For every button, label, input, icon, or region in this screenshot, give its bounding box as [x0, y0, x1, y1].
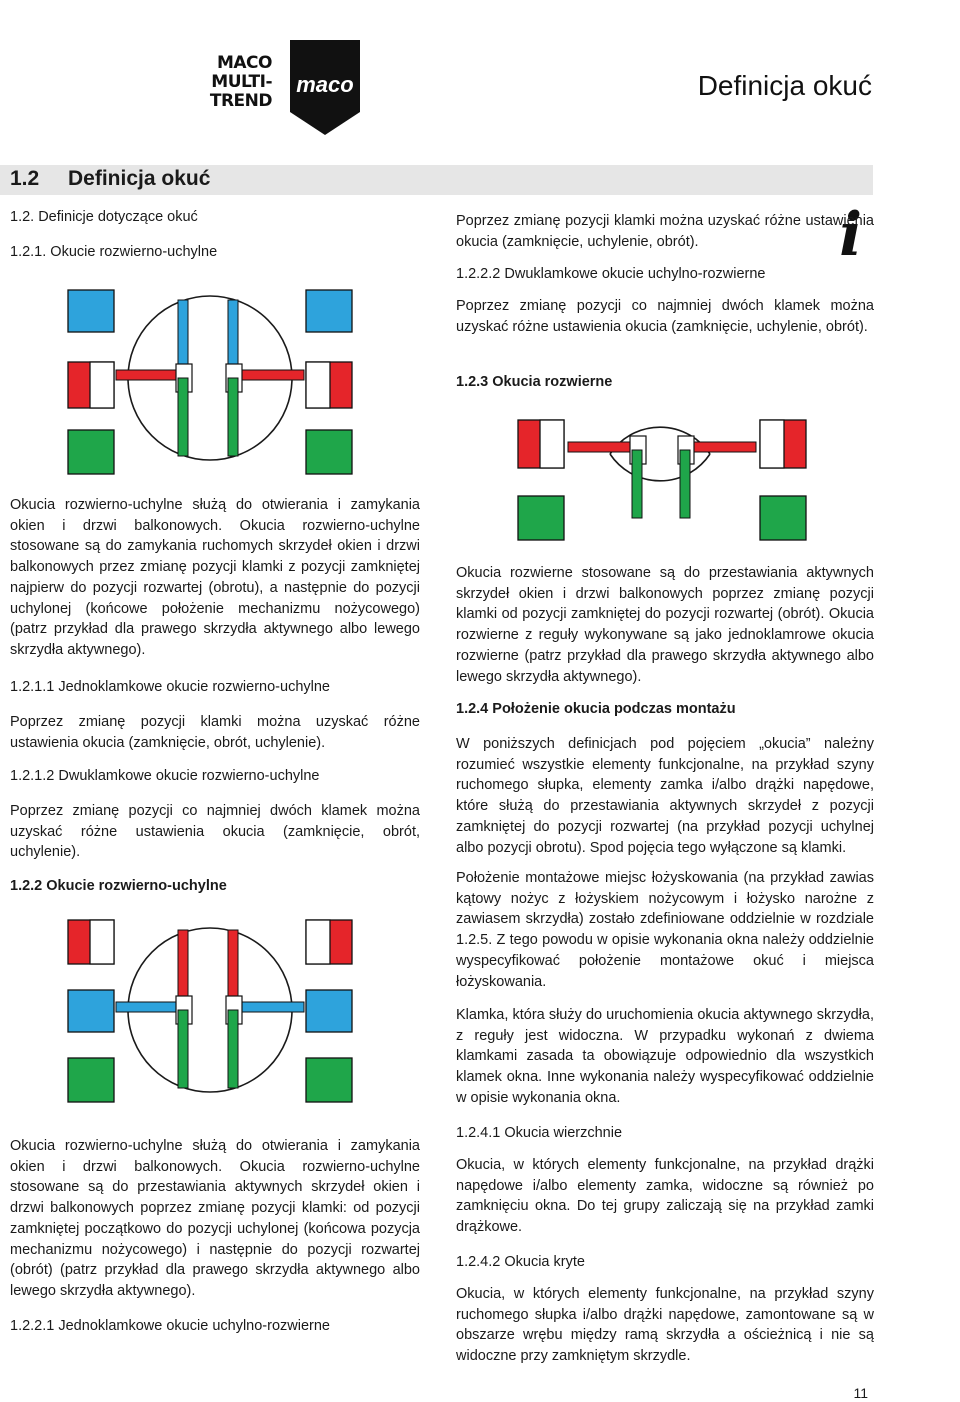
- heading-1-2-1: 1.2.1. Okucie rozwierno-uchylne: [10, 244, 218, 260]
- info-icon: i: [839, 200, 862, 270]
- page-header-title: Definicja okuć: [697, 70, 872, 101]
- paragraph-1-2-2-1: Poprzez zmianę pozycji klamki można uzyskać różne ustawienia okucia (zamknięcie, uchylenie, obrót).: [456, 213, 874, 250]
- heading-1-2: 1.2. Definicje dotyczące okuć: [10, 209, 198, 225]
- diagram-turn-only: [510, 412, 820, 557]
- heading-1-2-4-1: 1.2.4.1 Okucia wierzchnie: [456, 1125, 623, 1141]
- paragraph-1-2-3: Okucia rozwierne stosowane są do przestawiania aktywnych skrzydeł okien i drzwi balkonowych poprzez zmianę pozycji klamki od pozycji zamkniętej do pozycji rozwartej (obrót). Okucia rozwierne z reguły wykonywane są jako jednoklamrowe okucia rozwierne (patrz przykład dla prawego skrzydła aktywnego albo lewego skrzydła aktywnego).: [456, 565, 874, 685]
- paragraph-1-2-4-c: Klamka, która służy do uruchomienia okucia aktywnego skrzydła, z reguły jest widoczna. W przypadku wykonań z dwiema klamkami zasada ta obowiązuje odpowiednio dla wszystkich klamek okna. Inne wykonania należy wyspecyfikować oddzielnie w opisie wykonania okna.: [456, 1007, 874, 1106]
- page-number: 11: [853, 1385, 868, 1401]
- heading-1-2-2-1: 1.2.2.1 Jednoklamkowe okucie uchylno-rozwierne: [10, 1318, 330, 1334]
- heading-1-2-2: 1.2.2 Okucie rozwierno-uchylne: [10, 878, 227, 894]
- heading-1-2-2-2: 1.2.2.2 Dwuklamkowe okucie uchylno-rozwierne: [456, 266, 766, 282]
- heading-1-2-1-1: 1.2.1.1 Jednoklamkowe okucie rozwierno-uchylne: [10, 679, 330, 695]
- maco-logo-icon: [290, 40, 360, 135]
- diagram-tilt-turn-1: [60, 286, 365, 476]
- heading-1-2-3: 1.2.3 Okucia rozwierne: [456, 374, 613, 390]
- paragraph-1-2-4-a: W poniższych definicjach pod pojęciem „okucia” należny rozumieć wszystkie elementy funkcjonalne, na przykład szyny ruchomego słupka, elementy zamka i/albo drążki napędowe, które służą do przestawiania aktywnych skrzydeł z pozycji zamkniętej do pozycji rozwartej (na przykład pozycji uchylnej albo pozycji obrotu). Spod pojęcia tego wyłączone są klamki.: [456, 736, 874, 856]
- section-number: 1.2: [10, 167, 40, 190]
- paragraph-1-2-1-1: Poprzez zmianę pozycji klamki można uzyskać różne ustawienia okucia (zamknięcie, obrót, uchylenie).: [10, 714, 420, 751]
- paragraph-1-2-4-2: Okucia, w których elementy funkcjonalne, na przykład szyny ruchomego słupka i/albo drążki napędowe, zamontowane są w obszarze wrębu między ramą skrzydła a ościeżnicą i nie są widoczne przy zamkniętym skrzydle.: [456, 1286, 874, 1365]
- paragraph-1-2-4-1: Okucia, w których elementy funkcjonalne, na przykład drążki napędowe i/albo elementy zamka, widoczne są również po zamknięciu okna. Do tej grupy zaliczają się na przykład zamki drążkowe.: [456, 1157, 874, 1236]
- heading-1-2-1-2: 1.2.1.2 Dwuklamkowe okucie rozwierno-uchylne: [10, 768, 320, 784]
- section-bar: [0, 165, 873, 195]
- logo-mark-text: maco: [296, 72, 354, 97]
- paragraph-1-2-4-b: Położenie montażowe miejsc łożyskowania (na przykład zawias kątowy nożyc z łożyskiem nożycowym i łożysko narożne z zawiasem skrzydła) zostało zdefiniowane oddzielnie w rozdziale 1.2.5. Z tego powodu w opisie wykonania okna należy oddzielnie wyspecyfikować położenie montażowe okuć i miejsca łożyskowania.: [456, 870, 874, 990]
- logo-line-1: MACO: [216, 53, 272, 73]
- heading-1-2-4: 1.2.4 Położenie okucia podczas montażu: [456, 701, 736, 717]
- paragraph-turn-tilt-intro: Okucia rozwierno-uchylne służą do otwierania i zamykania okien i drzwi balkonowych. Okucia rozwierno-uchylne stosowane są do przestawiania aktywnych skrzydeł okien i drzwi balkonowych poprzez zmianę pozycji klamki: od pozycji zamkniętej początkowo do pozycji uchylonej (końcowa pozycja mechanizmu nożycowego) i następnie do pozycji rozwartej (obrót) (patrz przykład dla prawego skrzydła aktywnego albo lewego skrzydła aktywnego).: [10, 1138, 420, 1299]
- paragraph-1-2-1-2: Poprzez zmianę pozycji co najmniej dwóch klamek można uzyskać różne ustawienia okucia (zamknięcie, obrót, uchylenie).: [10, 803, 420, 861]
- paragraph-tilt-turn-intro: Okucia rozwierno-uchylne służą do otwierania i zamykania okien i drzwi balkonowych. Okucia rozwierno-uchylne stosowane są do zamykania ruchomych skrzydeł okien i drzwi balkonowych przez zmianę pozycji klamki z pozycji zamkniętej najpierw do pozycji rozwartej (obrotu), a następnie do pozycji uchylonej (końcowe położenie mechanizmu nożycowego) (patrz przykład dla prawego skrzydła aktywnego albo lewego skrzydła aktywnego).: [10, 497, 420, 658]
- section-title: Definicja okuć: [68, 167, 211, 190]
- diagram-tilt-turn-2: [60, 916, 365, 1106]
- logo-wordmark: [152, 54, 272, 111]
- logo-line-2: MULTI-TREND: [209, 72, 272, 111]
- heading-1-2-4-2: 1.2.4.2 Okucia kryte: [456, 1254, 585, 1270]
- paragraph-1-2-2-2: Poprzez zmianę pozycji co najmniej dwóch klamek można uzyskać różne ustawienia okucia (zamknięcie, uchylenie, obrót).: [456, 298, 874, 335]
